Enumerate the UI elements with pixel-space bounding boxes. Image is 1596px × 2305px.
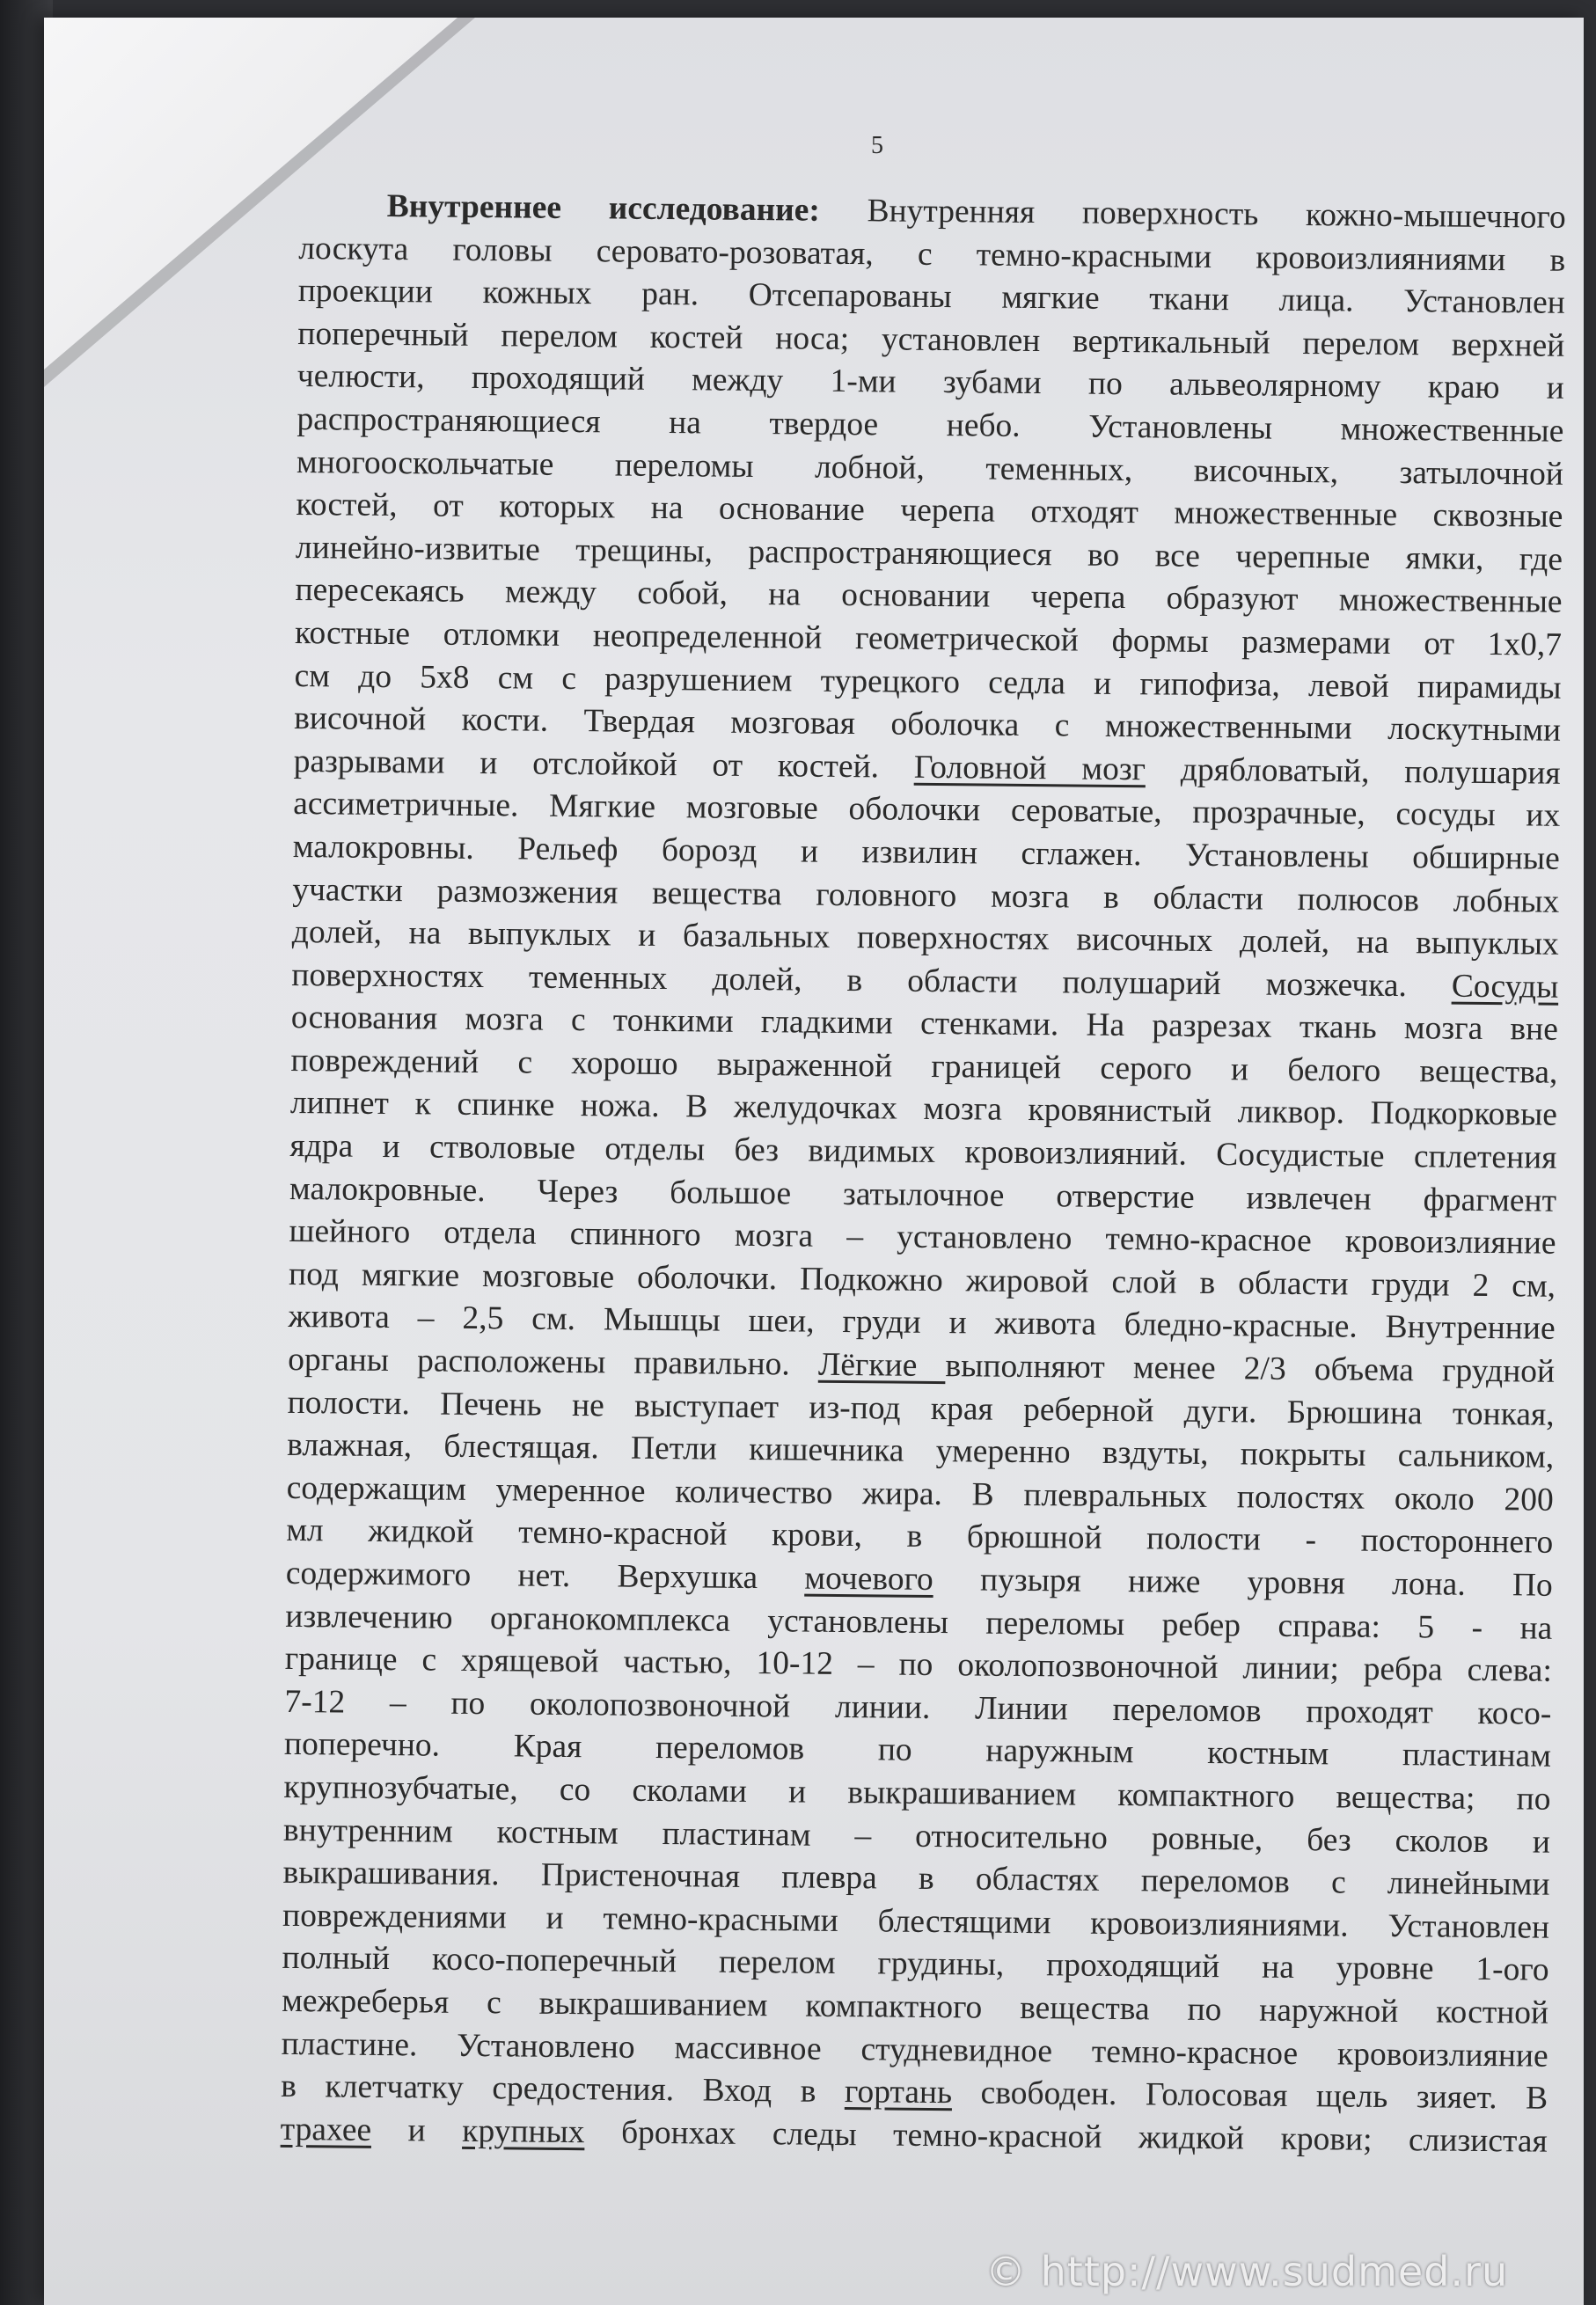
text-segment: мл жидкой темно-красной крови, в брюшной полости - постороннего	[286, 1512, 1554, 1562]
text-segment: выкрашивания. Пристеночная плевра в областях переломов с линейными	[282, 1855, 1550, 1903]
text-segment: полости. Печень не выступает из-под края реберной дуги. Брюшина тонкая,	[287, 1384, 1555, 1433]
text-segment: пересекаясь между собой, на основании черепа образуют множественные	[295, 572, 1563, 621]
text-segment: распространяющиеся на твердое небо. Установлены множественные	[297, 400, 1564, 450]
text-segment: основания мозга с тонкими гладкими стенками. На разрезах ткань мозга вне	[290, 999, 1559, 1049]
text-segment: влажная, блестящая. Петли кишечника умеренно вздуты, покрыты сальником,	[287, 1427, 1555, 1475]
text-segment: в клетчатку средостения. Вход в	[281, 2068, 846, 2111]
text-segment: см до 5х8 см с разрушением турецкого седла и гипофиза, левой пирамиды	[294, 657, 1562, 706]
page-number: 5	[871, 132, 883, 159]
underlined-term: Лёгкие	[817, 1346, 946, 1385]
text-segment: ассиметричные. Мягкие мозговые оболочки сероватые, прозрачные, сосуды их	[293, 786, 1561, 835]
text-segment: шейного отдела спинного мозга – установлено темно-красное кровоизлияние	[289, 1213, 1556, 1262]
text-segment: костные отломки неопределенной геометрической формы размерами от 1х0,7	[294, 614, 1563, 663]
text-segment: поверхностях теменных долей, в области полушарий мозжечка.	[291, 956, 1452, 1005]
text-segment: крупнозубчатые, со сколами и выкрашиванием компактного вещества; по	[283, 1768, 1551, 1818]
text-segment: малокровны. Рельеф борозд и извилин сглажен. Установлены обширные	[292, 828, 1560, 877]
text-segment: и	[370, 2111, 463, 2149]
underlined-term: Сосуды	[1451, 968, 1559, 1006]
text-segment: содержимого нет. Верхушка	[285, 1555, 805, 1597]
text-segment: повреждений с хорошо выраженной границей серого и белого вещества,	[290, 1042, 1558, 1091]
text-segment: разрывами и отслойкой от костей.	[293, 743, 915, 786]
text-segment: челюсти, проходящий между 1-ми зубами по альвеолярному краю и	[297, 358, 1565, 407]
text-segment: свободен. Голосовая щель зияет. В	[951, 2074, 1548, 2117]
text-segment: содержащим умеренное количество жира. В плевральных полостях около 200	[286, 1469, 1554, 1518]
text-segment: извлечению органокомплекса установлены переломы ребер справа: 5 - на	[285, 1598, 1553, 1647]
text-segment: поперечно. Края переломов по наружным костным пластинам	[283, 1726, 1552, 1775]
text-segment: многооскольчатые переломы лобной, теменных, височных, затылочной	[296, 443, 1564, 493]
text-segment: межреберья с выкрашиванием компактного вещества по наружной костной	[281, 1982, 1549, 2031]
text-segment: под мягкие мозговые оболочки. Подкожно жировой слой в области груди 2 см,	[288, 1255, 1556, 1305]
underlined-term: гортань	[844, 2074, 953, 2111]
text-segment: липнет к спинке ножа. В желудочках мозга кровянистый ликвор. Подкорковые	[289, 1085, 1558, 1134]
text-segment: поперечный перелом костей носа; установлен вертикальный перелом верхней	[297, 315, 1565, 364]
text-segment: полный косо-поперечный перелом грудины, проходящий на уровне 1-ого	[282, 1940, 1549, 1989]
text-segment: дрябловатый, полушария	[1145, 750, 1561, 792]
text-segment: линейно-извитые трещины, распространяющиеся во все черепные ямки, где	[295, 529, 1563, 578]
text-segment: малокровные. Через большое затылочное отверстие извлечен фрагмент	[289, 1170, 1557, 1219]
text-segment: ядра и стволовые отделы без видимых кровоизлияний. Сосудистые сплетения	[289, 1128, 1557, 1176]
text-segment: лоскута головы серовато-розоватая, с темно-красными кровоизлияниями в	[298, 230, 1566, 279]
underlined-term: мочевого	[804, 1560, 933, 1598]
text-segment: внутренним костным пластинам – относительно ровные, без сколов и	[282, 1811, 1551, 1861]
text-segment: проекции кожных ран. Отсепарованы мягкие ткани лица. Установлен	[297, 273, 1565, 322]
document-page	[44, 18, 1584, 2305]
text-segment: долей, на выпуклых и базальных поверхностях височных долей, на выпуклых	[291, 914, 1559, 962]
text-segment: живота – 2,5 см. Мышцы шеи, груди и живота бледно-красные. Внутренние	[288, 1299, 1556, 1348]
text-segment: пластине. Установлено массивное студневидное темно-красное кровоизлияние	[281, 2025, 1548, 2074]
text-segment: участки размозжения вещества головного мозга в области полюсов лобных	[292, 871, 1560, 920]
text-segment: пузыря ниже уровня лона. По	[933, 1561, 1553, 1604]
text-segment: повреждениями и темно-красными блестящими кровоизлияниями. Установлен	[282, 1897, 1550, 1946]
watermark: © http://www.sudmed.ru	[985, 2248, 1509, 2295]
underlined-term: Головной мозг	[913, 749, 1146, 787]
underlined-term: трахее	[280, 2111, 372, 2148]
section-heading: Внутреннее исследование:	[386, 187, 821, 229]
text-segment: височной кости. Твердая мозговая оболочка с множественными лоскутными	[293, 700, 1562, 749]
text-segment: органы расположены правильно.	[287, 1341, 819, 1383]
text-segment: границе с хрящевой частью, 10-12 – по околопозвоночной линии; ребра слева:	[284, 1641, 1553, 1689]
text-segment: Внутренняя поверхность кожно-мышечного	[819, 192, 1566, 236]
text-segment: 7-12 – по околопозвоночной линии. Линии переломов проходят косо-	[284, 1683, 1552, 1732]
text-segment: выполняют менее 2/3 объема грудной	[945, 1348, 1556, 1390]
underlined-term: крупных	[462, 2112, 585, 2150]
text-segment: костей, от которых на основание черепа отходят множественные сквозные	[296, 487, 1563, 535]
text-segment: бронхах следы темно-красной жидкой крови; слизистая	[584, 2113, 1548, 2160]
document-body-text	[281, 185, 1566, 2163]
